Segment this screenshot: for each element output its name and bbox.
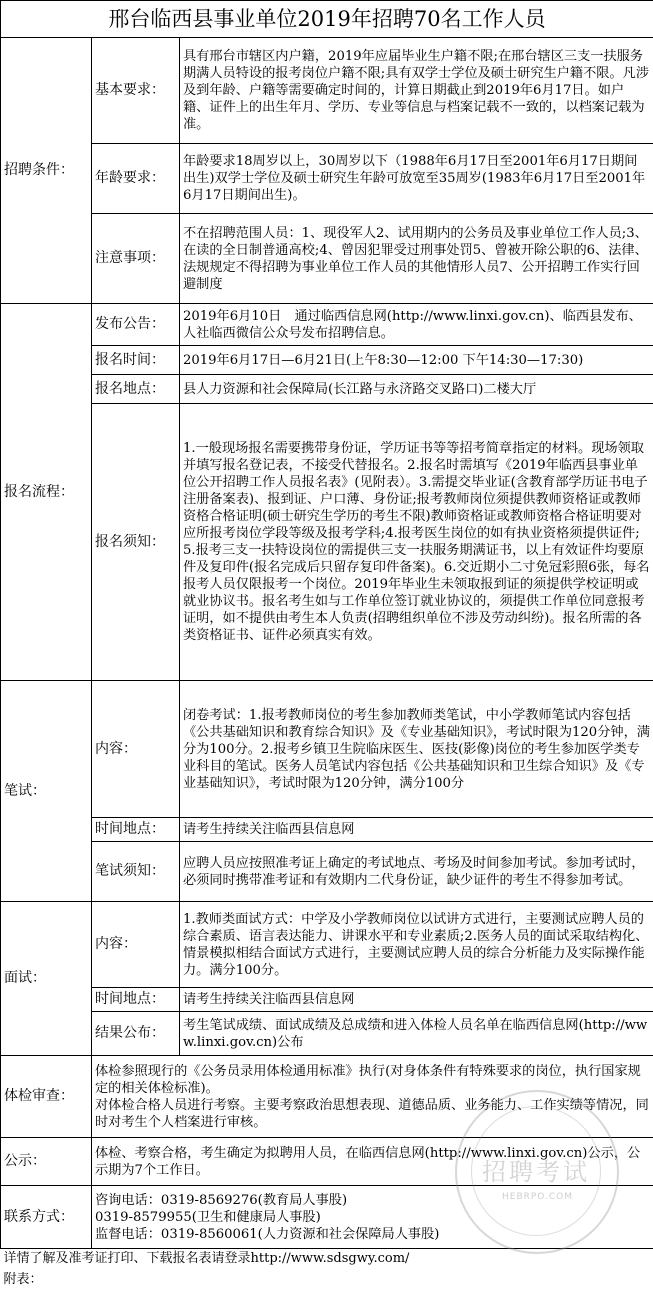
contact-line-3: 监督电话：0319-8560061(人力资源和社会保障局人事股): [95, 1226, 440, 1242]
interview-result-text: 考生笔试成绩、面试成绩及总成绩和进入体检人员名单在临西信息网(http://www.linxi.gov.cn)公布: [180, 1012, 653, 1056]
publicity-label: 公示：: [1, 1138, 92, 1186]
announcement-label: 发布公告：: [92, 304, 180, 346]
written-notes-label: 笔试须知：: [92, 842, 180, 902]
interview-timeplace-text: 请考生持续关注临西县信息网: [180, 988, 653, 1012]
contact-label: 联系方式：: [1, 1186, 92, 1249]
notice-label: 注意事项：: [92, 214, 180, 304]
physical-exam-text: [92, 1056, 653, 1138]
interview-content-label: 内容：: [92, 902, 180, 988]
registration-time-text: 2019年6月17日—6月21日(上午8:30—12:00 下午14:30—17:30): [180, 346, 653, 375]
written-exam-label: 笔试：: [1, 681, 92, 902]
footer-attachment: 附表：: [3, 1272, 43, 1287]
page-title: 邢台临西县事业单位2019年招聘70名工作人员: [1, 1, 653, 38]
footer-details: 详情了解及准考证打印、下载报名表请登录http://www.sdsgwy.com/: [3, 1251, 410, 1267]
registration-time-label: 报名时间：: [92, 346, 180, 375]
contact-line-1: 咨询电话：0319-8569276(教育局人事股): [95, 1192, 348, 1208]
interview-label: 面试：: [1, 902, 92, 1056]
written-content-label: 内容：: [92, 681, 180, 818]
written-timeplace-text: 请考生持续关注临西县信息网: [180, 818, 653, 842]
conditions-label: 招聘条件：: [1, 38, 92, 304]
publicity-text: 体检、考察合格，考生确定为拟聘用人员，在临西信息网(http://www.linxi.gov.cn)公示，公示期为7个工作日。: [92, 1138, 653, 1186]
basic-requirements-text: 具有邢台市辖区内户籍，2019年应届毕业生户籍不限;在邢台辖区三支一扶服务期满人员特设的报考岗位户籍不限;具有双学士学位及硕士研究生户籍不限。凡涉及到年龄、户籍等需要确定时间的，计算日期截止到2019年6月17日。如户籍、证件上的出生年月、学历、专业等信息与档案记载不一致的，以档案记载为准。: [180, 38, 653, 144]
interview-content-text: 1.教师类面试方式：中学及小学教师岗位以试讲方式进行，主要测试应聘人员的综合素质、语言表达能力、讲课水平和专业素质;2.医务人员的面试采取结构化、情景模拟相结合面试方式进行，主要测试应聘人员的综合分析能力及实际操作能力。满分100分。: [180, 902, 653, 988]
registration-notes-text: 1.一般现场报名需要携带身份证，学历证书等等招考简章指定的材料。现场领取并填写报名登记表，不接受代替报名。2.报名时需填写《2019年临西县事业单位公开招聘工作人员报名表》(见附表）。3.需提交毕业证(含教育部学历证书电子注册备案表)、报到证、户口薄、身份证;报考教师岗位须提供教师资格证或教师资格合格证明(硕士研究生学历的考生不限)教师资格证或教师资格合格证明要对应所报考岗位学段等级及报考学科;4.报考医生岗位的如有执业资格须提供证件;5.报考三支一扶特设岗位的需提供三支一扶服务期满证书，以上有效证件均要原件及复印件(报名完成后只留存复印件备案)。6.交近期小二寸免冠彩照6张，每名报考人员仅限报考一个岗位。2019年毕业生未领取报到证的须提供学校证明或就业协议书。报名考生如与工作单位签订就业协议的，须提供工作单位同意报考证明，如不提供由考生本人负责(招聘组织单位不涉及劳动纠纷)。报名所需的各类资格证书、证件必须真实有效。: [180, 404, 653, 681]
interview-timeplace-label: 时间地点：: [92, 988, 180, 1012]
physical-exam-text-1: 体检参照现行的《公务员录用体检通用标准》执行(对身体条件有特殊要求的岗位，执行国家规定的相关体检标准)。: [95, 1063, 641, 1096]
watermark-text: 招聘考试: [482, 1158, 590, 1186]
registration-notes-label: 报名须知：: [92, 404, 180, 681]
contact-line-2: 0319-8579955(卫生和健康局人事股): [95, 1209, 321, 1225]
age-requirements-text: 年龄要求18周岁以上，30周岁以下（1988年6月17日至2001年6月17日期间出生)双学士学位及硕士研究生年龄可放宽至35周岁(1983年6月17日至2001年6月17日期间出生)。: [180, 144, 653, 214]
physical-exam-text-2: 对体检合格人员进行考察。主要考察政治思想表现、道德品质、业务能力、工作实绩等情况，同时对考生个人档案进行审核。: [95, 1097, 649, 1130]
written-timeplace-label: 时间地点：: [92, 818, 180, 842]
registration-place-label: 报名地点：: [92, 375, 180, 404]
notice-text: 不在招聘范围人员：1、现役军人2、试用期内的公务员及事业单位工作人员;3、在读的全日制普通高校;4、曾因犯罪受过刑事处罚5、曾被开除公职的6、法律、法规规定不得招聘为事业单位工作人员的其他情形人员7、公开招聘工作实行回避制度: [180, 214, 653, 304]
registration-place-text: 县人力资源和社会保障局(长江路与永济路交叉路口)二楼大厅: [180, 375, 653, 404]
watermark-subtext: HEBRPO.COM: [502, 1192, 574, 1202]
registration-label: 报名流程：: [1, 304, 92, 681]
basic-requirements-label: 基本要求：: [92, 38, 180, 144]
written-notes-text: 应聘人员应按照准考证上确定的考试地点、考场及时间参加考试。参加考试时，必须同时携带准考证和有效期内二代身份证，缺少证件的考生不得参加考试。: [180, 842, 653, 902]
contact-info: [92, 1186, 653, 1249]
physical-exam-label: 体检审查：: [1, 1056, 92, 1138]
interview-result-label: 结果公布：: [92, 1012, 180, 1056]
announcement-text: 2019年6月10日 通过临西信息网(http://www.linxi.gov.cn)、临西县发布、人社临西微信公众号发布招聘信息。: [180, 304, 653, 346]
written-content-text: 闭卷考试：1.报考教师岗位的考生参加教师类笔试，中小学教师笔试内容包括《公共基础知识和教育综合知识》及《专业基础知识》，考试时限为120分钟，满分为100分。2.报考乡镇卫生院临床医生、医技(影像)岗位的考生参加医学类专业科目的笔试。医务人员笔试内容包括《公共基础知识和卫生综合知识》及《专业基础知识》，考试时限为120分钟，满分100分: [180, 681, 653, 818]
age-requirements-label: 年龄要求：: [92, 144, 180, 214]
